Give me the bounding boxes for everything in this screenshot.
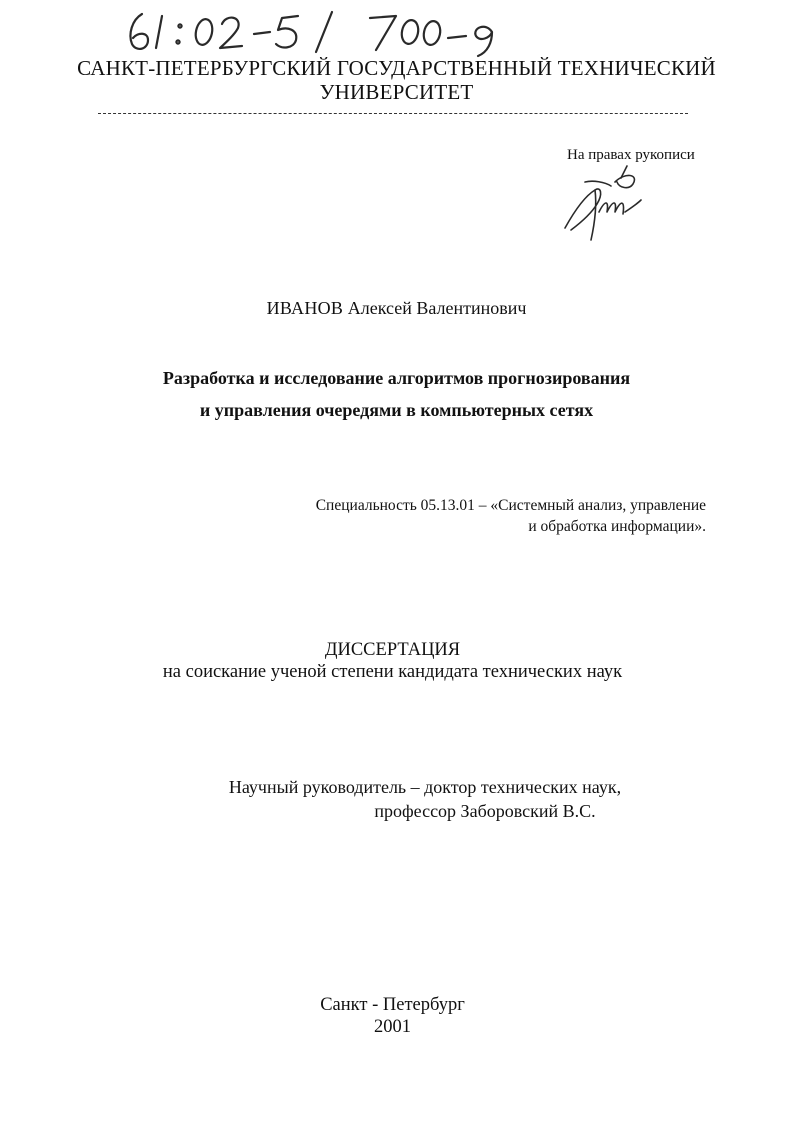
specialty-line-2: и обработка информации». bbox=[528, 518, 706, 535]
university-line-1: САНКТ-ПЕТЕРБУРГСКИЙ ГОСУДАРСТВЕННЫЙ ТЕХНИЧЕСКИЙ bbox=[77, 56, 716, 80]
rights-note: На правах рукописи bbox=[567, 147, 695, 163]
thesis-title-line-2: и управления очередями в компьютерных сетях bbox=[199, 400, 594, 420]
thesis-title-line-1: Разработка и исследование алгоритмов прогнозирования bbox=[162, 368, 631, 388]
university-name bbox=[40, 56, 753, 104]
handwritten-archive-code bbox=[120, 6, 520, 58]
city: Санкт - Петербург bbox=[320, 995, 465, 1015]
author-surname: ИВАНОВ bbox=[266, 298, 344, 318]
place-and-year bbox=[0, 994, 785, 1038]
document-type-heading: ДИССЕРТАЦИЯ bbox=[324, 640, 461, 660]
supervisor bbox=[200, 775, 650, 823]
author-given-names: Алексей Валентинович bbox=[347, 298, 527, 318]
document-type bbox=[0, 639, 785, 683]
handwritten-signature bbox=[555, 160, 645, 250]
specialty bbox=[300, 495, 706, 537]
thesis-title bbox=[0, 362, 793, 426]
specialty-line-1: Специальность 05.13.01 – «Системный анализ, управление bbox=[315, 497, 706, 514]
university-line-2: УНИВЕРСИТЕТ bbox=[319, 80, 474, 104]
author-name bbox=[0, 297, 793, 319]
header-divider bbox=[98, 113, 688, 114]
document-type-degree: на соискание ученой степени кандидата технических наук bbox=[162, 662, 623, 682]
supervisor-line-2: профессор Заборовский В.С. bbox=[374, 801, 596, 821]
supervisor-line-1: Научный руководитель – доктор технических наук, bbox=[228, 777, 622, 797]
year: 2001 bbox=[374, 1017, 411, 1037]
